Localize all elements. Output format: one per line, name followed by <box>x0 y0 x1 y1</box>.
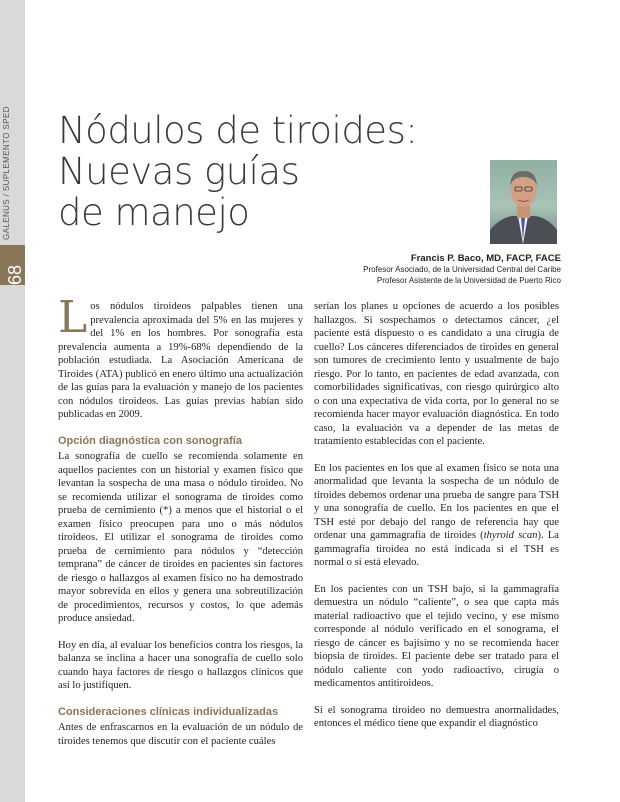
section-heading-diagnostic: Opción diagnóstica con sonografía <box>58 434 242 447</box>
author-block <box>363 253 561 286</box>
title-line-2: Nuevas guías <box>58 150 300 193</box>
body-paragraph: Hoy en día, al evaluar los beneficios contra los riesgos, la balanza se inclina a hacer una sonografía de cuello solo cuando haya factores de riesgo o hallazgos clínicos que así lo justifiquen. <box>58 639 303 691</box>
author-affiliation-2: Profesor Asistente de la Universidad de Puerto Rico <box>376 276 561 285</box>
author-photo <box>490 160 557 244</box>
body-paragraph: La sonografía de cuello se recomienda solamente en aquellos pacientes con un historial y examen físico que levantan la sospecha de una masa o nódulo tiroideo. No se recomienda utilizar el sonograma de tiroides como prueba de cernimiento (*) a menos que el historial o el examen físico preocupen para uno o más nódulos tiroideos. El utilizar el sonograma de tiroides como prueba de cernimiento para nódulos y “detección temprana” de cáncer de tiroides en pacientes sin factores de riesgo o hallazgos al examen físico no ha demostrado mayor sobrevida en ellos y genera una sobreutilización de procedimientos, recursos y costos, lo que además produce ansiedad. <box>58 451 303 624</box>
left-column <box>58 292 303 761</box>
article-title <box>58 110 438 233</box>
thyroid-scan-term: thyroid scan <box>483 530 538 541</box>
body-paragraph-tsh <box>314 462 559 570</box>
page-number-box <box>0 245 25 285</box>
title-line-1: Nódulos de tiroides: <box>58 109 418 152</box>
body-paragraph: Si el sonograma tiroideo no demuestra anormalidades, entonces el médico tiene que expandir el diagnóstico <box>314 704 559 729</box>
author-portrait-illustration <box>490 160 557 244</box>
drop-cap: L <box>58 292 88 343</box>
page-number: 68 <box>5 264 25 285</box>
author-affiliation-1: Profesor Asociado, de la Universidad Central del Caribe <box>363 265 561 274</box>
body-paragraph: serían los planes u opciones de acuerdo a los posibles hallazgos. Si sospechamos o detectamos cáncer, ¿el paciente está dispuesto o es candidato a una cirugía de cuello? Los cánceres diferenciados de tiroides en general son tumores de crecimiento lento y usualmente de bajo riesgo. Por lo tanto, en pacientes de edad avanzada, con comorbilidades significativas, con riesgo quirúrgico alto o con una expectativa de vida corta, por lo general no se recomienda hacer mayor evaluación diagnóstica. En todo caso, la evaluación va a depender de las metas de tratamiento establecidas con el paciente. <box>314 301 559 447</box>
body-paragraph: Antes de enfrascarnos en la evaluación de un nódulo de tiroides tenemos que discutir con el paciente cuáles <box>58 722 303 747</box>
title-line-3: de manejo <box>58 191 250 234</box>
right-column <box>314 300 559 744</box>
body-paragraph: En los pacientes con un TSH bajo, si la gammagrafía demuestra un nódulo “caliente”, o sea que capta más material radioactivo que el tejido vecino, y ese mismo corresponde al nódulo verificado en el sonograma, el riesgo de cáncer es bajísimo y no se recomienda hacer biopsia de tiroides. El paciente debe ser tratado para el nódulo caliente con yodo radioactivo, cirugía o medicamentos antitiroideos. <box>314 583 559 689</box>
tsh-text-b: ). La gammagrafía tiroidea no está indicada si el TSH es normal o si está elevado. <box>314 530 560 568</box>
running-head-text: GALENUS / SUPLEMENTO SPED <box>2 106 11 240</box>
intro-text: os nódulos tiroideos palpables tienen una prevalencia aproximada del 5% en las mujeres y del 1% en los hombres. Por sonografía esta prevalencia aumenta a 19%-68% dependiendo de la población estudiada. La Asociación Americana de Tiroides (ATA) publicó en enero último una actualización de las guías para la evaluación y manejo de los pacientes con nódulos tiroideos. Las guías previas habían sido publicadas en 2009. <box>58 301 303 420</box>
author-name: Francis P. Baco, MD, FACP, FACE <box>410 253 561 264</box>
intro-paragraph <box>58 292 303 422</box>
tsh-text-a: En los pacientes en los que al examen físico se nota una anormalidad que levanta la sospecha de un nódulo de tiroides debemos ordenar una prueba de sangre para TSH y una sonografía de cuello. En los pacientes en que el TSH esté por debajo del rango de referencia hay que ordenar una gammagrafía de tiroides ( <box>314 462 559 541</box>
section-heading-clinical: Consideraciones clínicas individualizadas <box>58 705 279 718</box>
